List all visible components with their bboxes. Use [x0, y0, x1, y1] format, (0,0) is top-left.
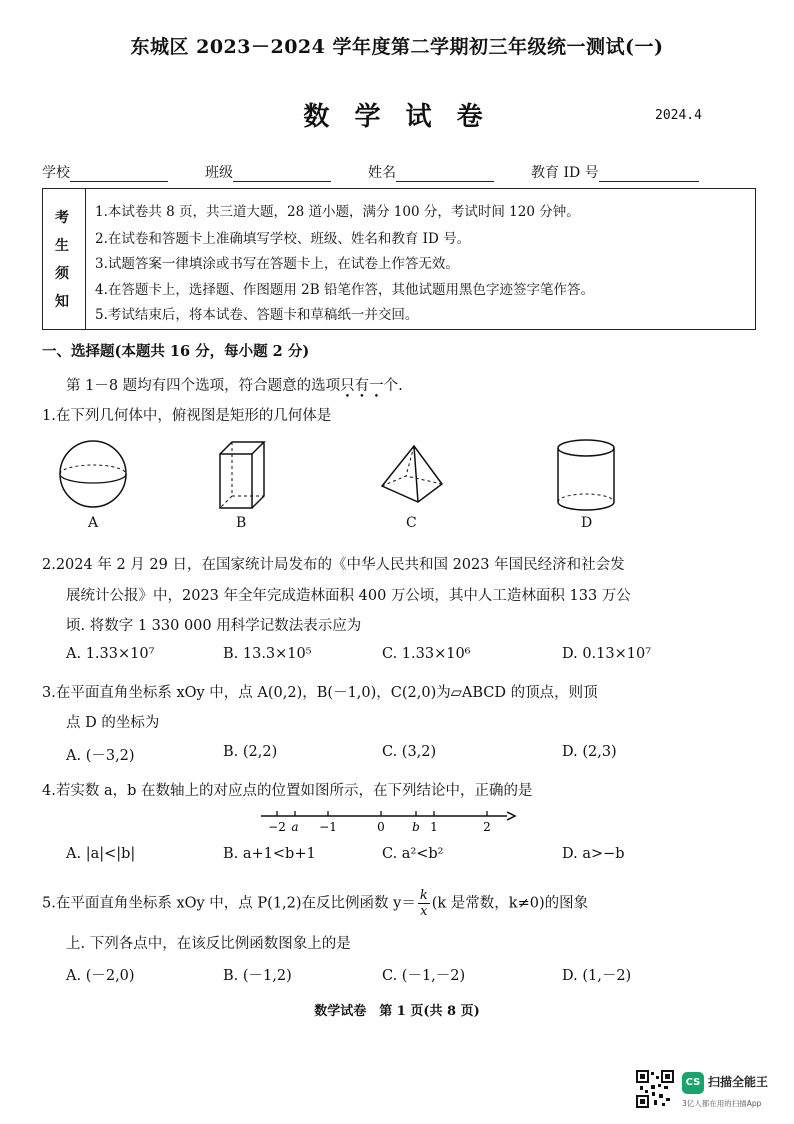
option-label-b: B [236, 515, 247, 531]
class-field[interactable] [205, 162, 331, 182]
q3-line1: 3.在平面直角坐标系 xOy 中，点 A(0,2)，B(－1,0)，C(2,0)为▱ABCD 的顶点，则顶 [42, 685, 598, 701]
q5-line1 [42, 888, 588, 919]
q2-option-d: D. 0.13×10⁷ [562, 646, 652, 662]
q2-option-b: B. 13.3×10⁵ [223, 646, 312, 662]
notice-box [42, 188, 756, 330]
exam-title: 东城区 2023－2024 学年度第二学期初三年级统一测试(一) [130, 36, 664, 58]
edu-id-label: 教育 ID 号 [531, 165, 599, 181]
name-label: 姓名 [368, 165, 396, 181]
q3-line2: 点 D 的坐标为 [66, 715, 160, 731]
q3-option-c: C. (3,2) [382, 744, 437, 760]
notice-side-char: 知 [55, 294, 69, 310]
class-label: 班级 [205, 165, 233, 181]
q5-text: (k 是常数，k≠0)的图象 [431, 895, 589, 912]
q5-option-a: A. (－2,0) [66, 968, 135, 984]
instruction-text: 个. [383, 378, 403, 394]
fraction [418, 888, 430, 919]
q2-line2: 展统计公报》中，2023 年全年完成造林面积 400 万公顷，其中人工造林面积 133 万公 [66, 588, 631, 604]
q2-option-a: A. 1.33×10⁷ [66, 646, 155, 662]
number-line [255, 804, 520, 834]
school-label: 学校 [42, 165, 70, 181]
emphasis-char: 只 [340, 378, 355, 394]
prism-figure [214, 438, 270, 514]
page-footer: 数学试卷 第 1 页(共 8 页) [314, 1004, 480, 1019]
axis-point-b: b [412, 820, 420, 834]
sphere-figure [55, 438, 135, 514]
axis-point-a: a [291, 820, 299, 834]
q4-stem: 4.若实数 a，b 在数轴上的对应点的位置如图所示，在下列结论中，正确的是 [42, 783, 533, 799]
school-field[interactable] [42, 162, 168, 182]
notice-item: 1.本试卷共 8 页，共三道大题，28 道小题，满分 100 分，考试时间 120 分钟。 [95, 204, 580, 220]
scanner-app-name: 扫描全能王 [708, 1075, 769, 1089]
axis-tick-label: 0 [377, 820, 385, 834]
option-label-d: D [581, 515, 593, 531]
q3-option-d: D. (2,3) [562, 744, 617, 760]
q2-line1: 2.2024 年 2 月 29 日，在国家统计局发布的《中华人民共和国 2023 年国民经济和社会发 [42, 557, 625, 573]
notice-item: 2.在试卷和答题卡上准确填写学校、班级、姓名和教育 ID 号。 [95, 231, 471, 247]
axis-tick-label: 2 [483, 820, 491, 834]
notice-item: 5.考试结束后，将本试卷、答题卡和草稿纸一并交回。 [95, 307, 419, 323]
q2-line3: 顷. 将数字 1 330 000 用科学记数法表示应为 [66, 618, 362, 634]
option-label-a: A [88, 515, 99, 531]
subject-title: 数 学 试 卷 [303, 102, 491, 132]
notice-side [43, 189, 86, 329]
q4-option-b: B. a+1<b+1 [223, 846, 316, 862]
scanner-app-tagline: 3亿人都在用的扫描App [682, 1099, 762, 1108]
section-instruction [66, 374, 403, 395]
name-field[interactable] [368, 162, 494, 182]
fraction-denominator: x [420, 904, 428, 919]
option-label-c: C [406, 515, 417, 531]
axis-tick-label: 1 [430, 820, 438, 834]
edu-id-field[interactable] [531, 162, 699, 182]
fraction-numerator: k [419, 888, 428, 903]
notice-side-char: 生 [55, 238, 69, 254]
emphasis-char: 有 [354, 378, 370, 394]
notice-item: 3.试题答案一律填涂或书写在答题卡上，在试卷上作答无效。 [95, 256, 459, 272]
axis-tick-label: −1 [319, 820, 337, 834]
cs-logo-icon: CS [682, 1072, 704, 1094]
q5-option-d: D. (1,－2) [562, 968, 632, 984]
q2-option-c: C. 1.33×10⁶ [382, 646, 471, 662]
notice-side-char: 须 [55, 266, 69, 282]
q4-option-c: C. a²<b² [382, 846, 444, 862]
cylinder-figure [554, 436, 620, 516]
q5-option-c: C. (－1,－2) [382, 968, 466, 984]
notice-item: 4.在答题卡上，选择题、作图题用 2B 铅笔作答，其他试题用黑色字迹签字笔作答。 [95, 282, 594, 298]
section-title: 一、选择题(本题共 16 分，每小题 2 分) [42, 343, 310, 360]
axis-tick-label: −2 [268, 820, 286, 834]
qr-code-icon [636, 1070, 674, 1108]
q4-option-a: A. |a|<|b| [66, 846, 136, 862]
notice-side-char: 考 [55, 210, 69, 226]
q5-text: 5.在平面直角坐标系 xOy 中，点 P(1,2)在反比例函数 y＝ [42, 895, 416, 912]
q5-line2: 上. 下列各点中，在该反比例函数图象上的是 [66, 936, 351, 952]
q1-stem: 1.在下列几何体中，俯视图是矩形的几何体是 [42, 408, 332, 424]
q4-option-d: D. a>−b [562, 846, 625, 862]
q3-option-a: A. (－3,2) [66, 748, 135, 764]
emphasis-char: 一 [369, 378, 384, 394]
exam-date: 2024.4 [655, 108, 702, 123]
instruction-text: 第 1－8 题均有四个选项，符合题意的选项 [66, 378, 341, 394]
pyramid-figure [376, 440, 448, 512]
q3-option-b: B. (2,2) [223, 744, 278, 760]
q5-option-b: B. (－1,2) [223, 968, 292, 984]
